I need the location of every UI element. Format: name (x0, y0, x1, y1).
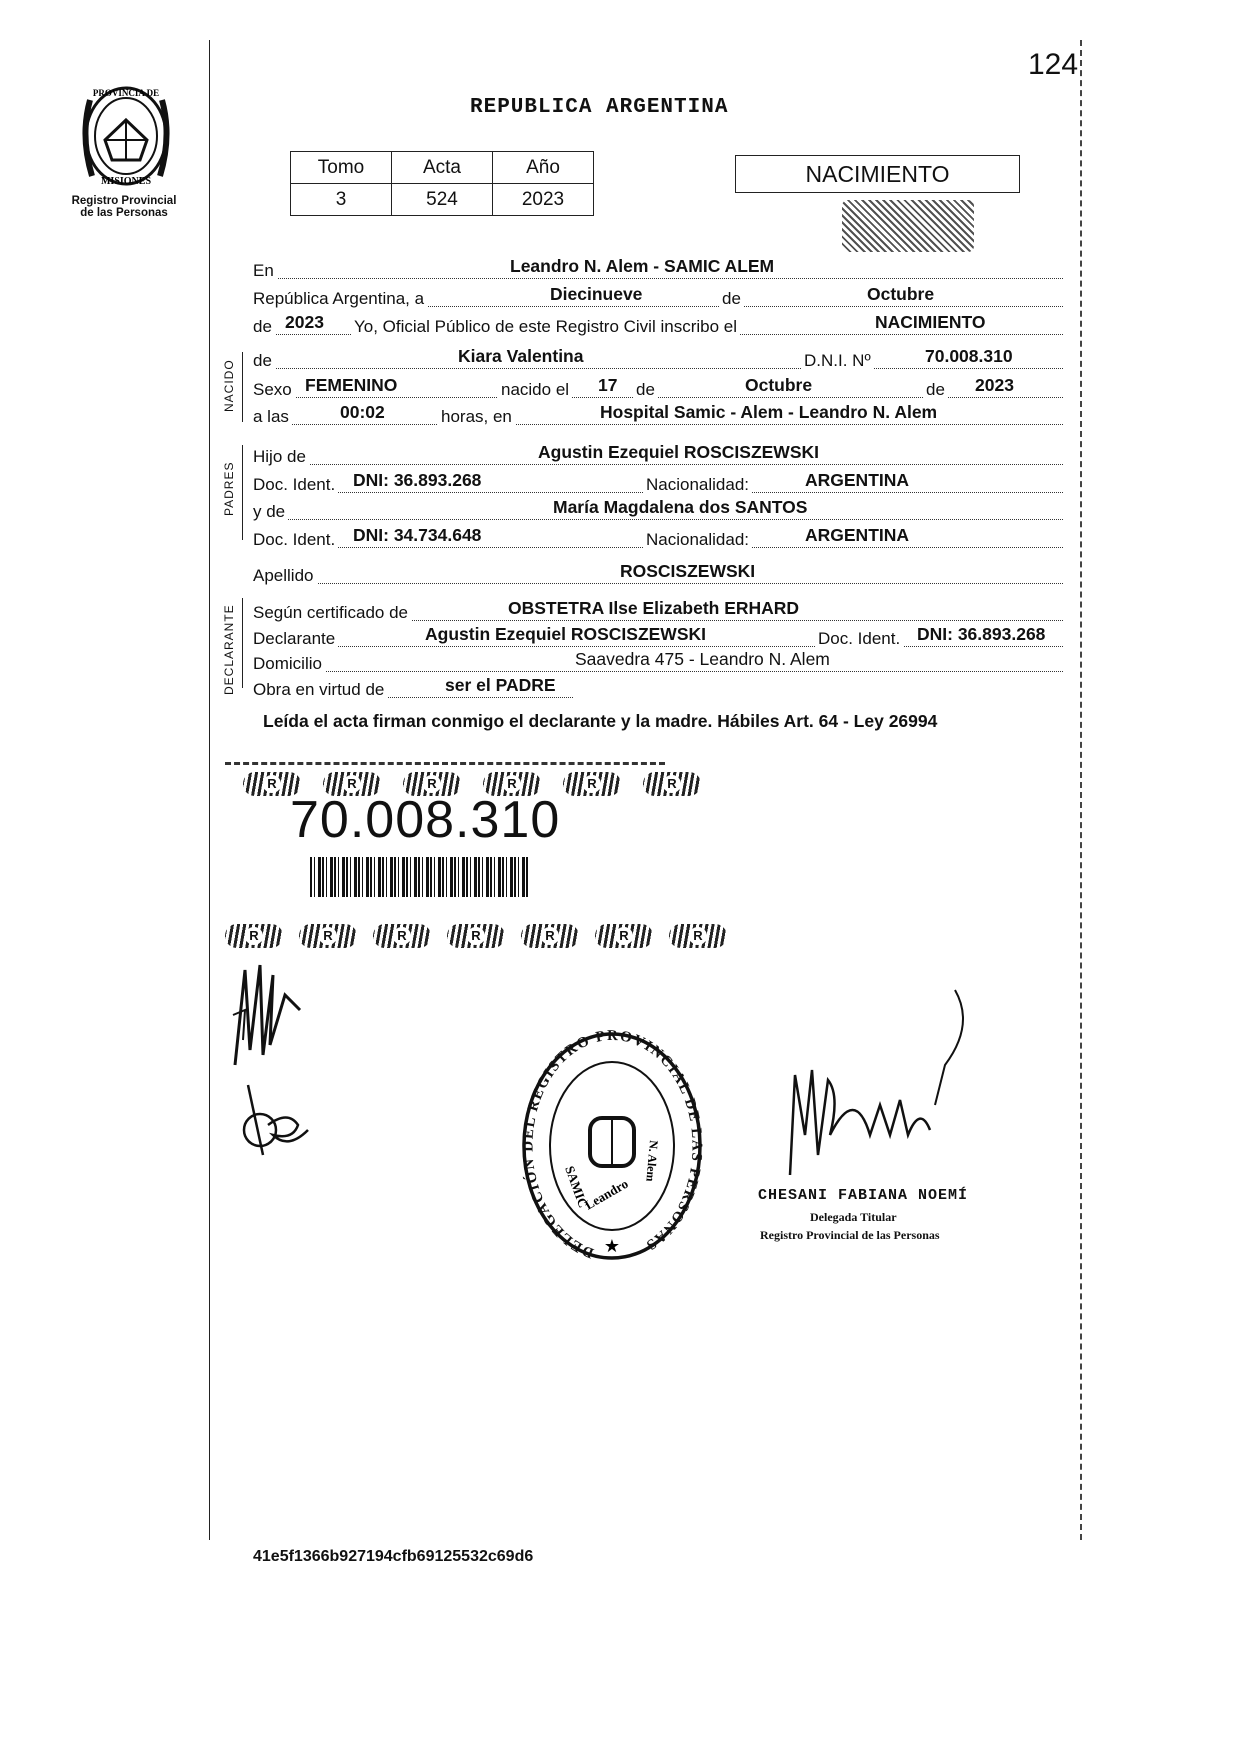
value-hora: 00:02 (340, 402, 385, 422)
section-rule-nacido (242, 352, 243, 422)
signatory-organization: Registro Provincial de las Personas (760, 1228, 940, 1242)
renaper-r-icon: R (403, 772, 461, 796)
reference-table (290, 151, 594, 216)
value-mes: Octubre (867, 284, 935, 304)
label-de-mes-nac: de (633, 379, 658, 401)
label-domicilio: Domicilio (253, 653, 325, 675)
section-rule-padres (242, 445, 243, 540)
renaper-r-icon: R (323, 772, 381, 796)
signatory-role: Delegada Titular (810, 1210, 897, 1224)
label-de-nombre: de (253, 350, 275, 372)
emblem-bottom-text: MISIONES (100, 176, 152, 187)
logo-caption-line-2: de las Personas (80, 207, 168, 219)
renaper-r-icon: R (447, 924, 505, 948)
row-de-anio (253, 312, 1063, 335)
left-margin-rule (209, 40, 210, 1540)
value-anio-nacimiento: 2023 (975, 375, 1014, 395)
header-anio: Año (493, 152, 594, 184)
provincial-emblem (70, 80, 182, 192)
row-en (253, 256, 1063, 279)
label-hijo-de: Hijo de (253, 446, 309, 468)
header-tomo: Tomo (291, 152, 392, 184)
row-declarante (253, 624, 1063, 647)
value-nacionalidad-madre: ARGENTINA (805, 525, 910, 545)
value-dni-madre: DNI: 34.734.648 (353, 525, 482, 545)
value-lugar: Leandro N. Alem - SAMIC ALEM (510, 256, 775, 276)
label-y-de: y de (253, 501, 288, 523)
renaper-r-icon: R (521, 924, 579, 948)
renaper-r-icon: R (373, 924, 431, 948)
value-madre: María Magdalena dos SANTOS (553, 497, 808, 517)
logo-caption-line-1: Registro Provincial (71, 195, 177, 207)
value-dia-letras: Diecinueve (550, 284, 643, 304)
value-certificado: OBSTETRA Ilse Elizabeth ERHARD (508, 598, 800, 618)
label-dni: D.N.I. Nº (801, 350, 874, 372)
row-sexo (253, 375, 1063, 398)
stamp-inner-left: SAMIC (562, 1163, 592, 1210)
value-dni-padre: DNI: 36.893.268 (353, 470, 482, 490)
label-inscribo: Yo, Oficial Público de este Registro Civil inscribo el (351, 316, 740, 338)
signatory-name: CHESANI FABIANA NOEMÍ (758, 1187, 969, 1204)
stamp-inner-bottom: Leandro (582, 1175, 631, 1213)
value-domicilio: Saavedra 475 - Leandro N. Alem (575, 649, 830, 669)
label-nacido-el: nacido el (498, 379, 572, 401)
page-number: 124 (1028, 48, 1079, 81)
value-nacionalidad-padre: ARGENTINA (805, 470, 910, 490)
value-anio: 2023 (493, 184, 594, 216)
document-title: REPUBLICA ARGENTINA (470, 96, 729, 119)
label-doc-ident-madre: Doc. Ident. (253, 529, 338, 551)
row-hora (253, 402, 1063, 425)
label-declarante: Declarante (253, 628, 338, 650)
logo-caption (60, 195, 188, 219)
label-en: En (253, 260, 277, 282)
side-label-declarante: DECLARANTE (222, 604, 236, 695)
security-strip-bottom (225, 924, 727, 948)
value-mes-nacimiento: Octubre (745, 375, 813, 395)
section-rule-declarante (242, 598, 243, 688)
reference-table-value-row (291, 184, 594, 216)
label-republica: República Argentina, a (253, 288, 427, 310)
row-obra (253, 675, 573, 698)
row-republica (253, 284, 1063, 307)
declarant-signature (225, 955, 305, 1070)
stamp-ring-text: DELEGACIÓN DEL REGISTRO PROVINCIAL DE LAS PERSONAS (520, 1030, 705, 1261)
value-nombre: Kiara Valentina (458, 346, 584, 366)
official-stamp (520, 1030, 705, 1270)
row-nombre (253, 346, 1063, 369)
act-type-box: NACIMIENTO (735, 155, 1020, 193)
label-a-las: a las (253, 406, 292, 428)
strip-dash-line (225, 762, 665, 765)
official-signature (770, 985, 980, 1185)
label-nacionalidad-padre: Nacionalidad: (643, 474, 752, 496)
header-acta: Acta (392, 152, 493, 184)
value-lugar-nacimiento: Hospital Samic - Alem - Leandro N. Alem (600, 402, 938, 422)
value-dia-nacimiento: 17 (598, 375, 618, 395)
side-label-padres: PADRES (222, 461, 236, 516)
value-declarante: Agustin Ezequiel ROSCISZEWSKI (425, 624, 706, 644)
row-doc-padre (253, 470, 1063, 493)
label-doc-ident-declarante: Doc. Ident. (815, 628, 903, 650)
renaper-r-icon: R (595, 924, 653, 948)
right-margin-rule (1080, 40, 1082, 1540)
stamp-inner-right: N. Alem (643, 1139, 661, 1183)
legal-text: Leída el acta firman conmigo el declarante y la madre. Hábiles Art. 64 - Ley 26994 (263, 711, 938, 731)
value-sexo: FEMENINO (305, 375, 398, 395)
value-apellido: ROSCISZEWSKI (620, 561, 756, 581)
value-tomo: 3 (291, 184, 392, 216)
label-obra-en-virtud: Obra en virtud de (253, 679, 387, 701)
document-hash: 41e5f1366b927194cfb69125532c69d6 (253, 1548, 534, 1565)
barcode (310, 857, 528, 897)
renaper-r-icon: R (643, 772, 701, 796)
label-segun-certificado: Según certificado de (253, 602, 411, 624)
renaper-r-icon: R (563, 772, 621, 796)
label-de-mes: de (719, 288, 744, 310)
dni-number-large: 70.008.310 (290, 791, 561, 849)
renaper-r-icon: R (243, 772, 301, 796)
reference-table-header-row (291, 152, 594, 184)
row-domicilio (253, 649, 1063, 672)
renaper-r-icon: R (669, 924, 727, 948)
mother-signature (238, 1080, 318, 1160)
value-obra: ser el PADRE (445, 675, 556, 695)
row-certificado (253, 598, 1063, 621)
value-dni-nacido: 70.008.310 (925, 346, 1013, 366)
label-de-anio-nac: de (923, 379, 948, 401)
renaper-r-icon: R (483, 772, 541, 796)
security-seal (842, 200, 974, 252)
label-doc-ident-padre: Doc. Ident. (253, 474, 338, 496)
value-tipo-acta: NACIMIENTO (875, 312, 986, 332)
side-label-nacido: NACIDO (222, 359, 236, 412)
renaper-r-icon: R (225, 924, 283, 948)
label-horas-en: horas, en (438, 406, 515, 428)
row-hijo (253, 442, 1063, 465)
renaper-r-icon: R (299, 924, 357, 948)
value-acta: 524 (392, 184, 493, 216)
row-apellido (253, 561, 1063, 584)
label-sexo: Sexo (253, 379, 295, 401)
row-madre (253, 497, 1063, 520)
label-de: de (253, 316, 275, 338)
label-apellido: Apellido (253, 565, 317, 587)
value-dni-declarante: DNI: 36.893.268 (917, 624, 1046, 644)
row-doc-madre (253, 525, 1063, 548)
value-anio-inscripcion: 2023 (285, 312, 324, 332)
emblem-top-text: PROVINCIA DE (92, 88, 160, 98)
stamp-star-icon: ★ (603, 1236, 621, 1256)
value-padre: Agustin Ezequiel ROSCISZEWSKI (538, 442, 819, 462)
label-nacionalidad-madre: Nacionalidad: (643, 529, 752, 551)
